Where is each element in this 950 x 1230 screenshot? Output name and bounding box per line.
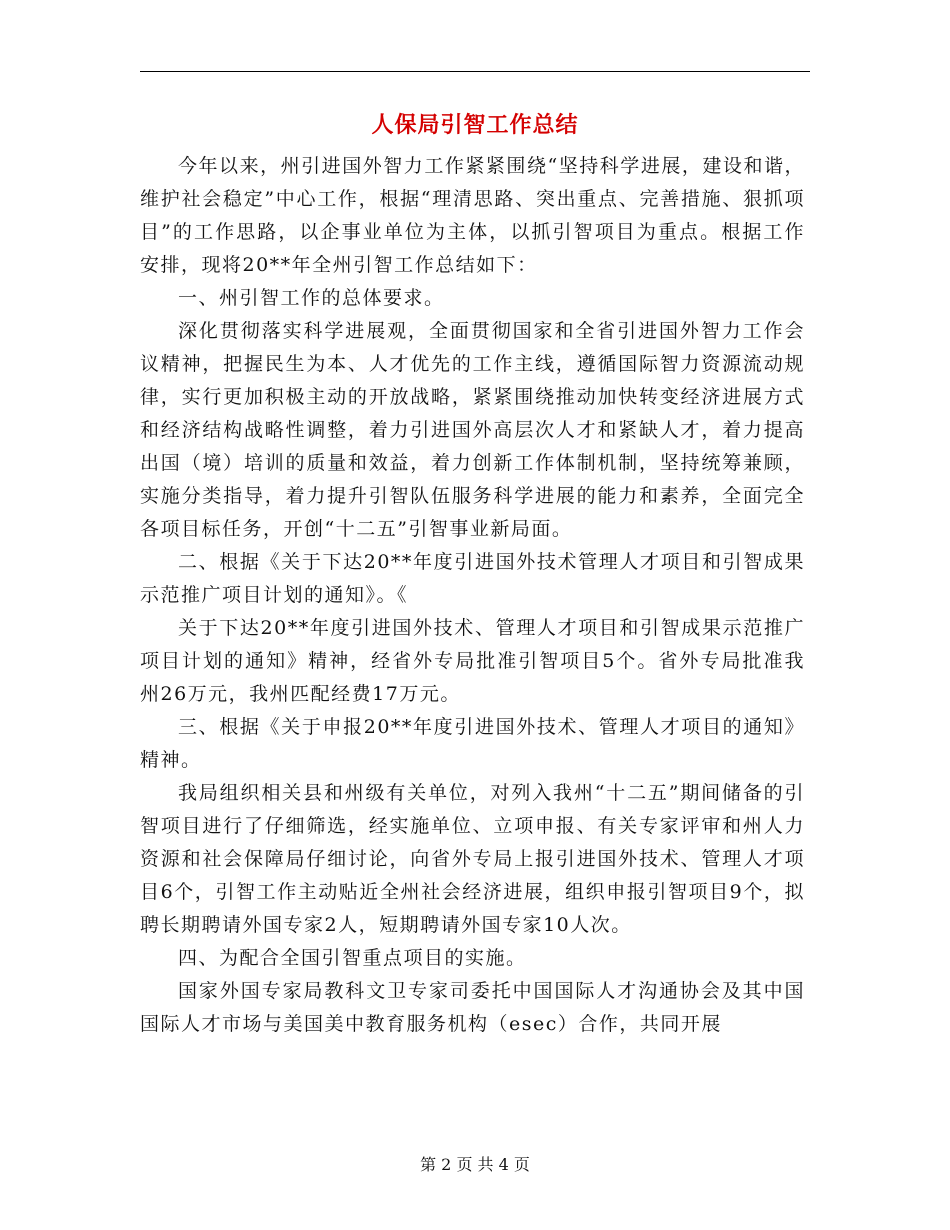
section-heading-3: 三、根据《关于申报20**年度引进国外技术、管理人才项目的通知》精神。	[140, 716, 805, 771]
section-heading-1: 一、州引智工作的总体要求。	[178, 287, 445, 309]
page-footer	[140, 1154, 810, 1176]
section-heading-2: 二、根据《关于下达20**年度引进国外技术管理人才项目和引智成果示范推广项目计划的通知》。《	[140, 551, 805, 606]
page-number: 第 2 页 共 4 页	[420, 1155, 530, 1174]
header-rule	[140, 71, 810, 72]
document-body	[140, 150, 805, 1041]
paragraph-3: 我局组织相关县和州级有关单位，对列入我州“十二五”期间储备的引智项目进行了仔细筛选，经实施单位、立项申报、有关专家评审和州人力资源和社会保障局仔细讨论，向省外专局上报引进国外技术、管理人才项目6个，引智工作主动贴近全州社会经济进展，组织申报引智项目9个，拟聘长期聘请外国专家2人，短期聘请外国专家10人次。	[140, 782, 805, 936]
section-heading-4: 四、为配合全国引智重点项目的实施。	[178, 947, 527, 969]
paragraph-intro: 今年以来，州引进国外智力工作紧紧围绕“坚持科学进展，建设和谐，维护社会稳定”中心工作，根据“理清思路、突出重点、完善措施、狠抓项目”的工作思路，以企事业单位为主体，以抓引智项目为重点。根据工作安排，现将20**年全州引智工作总结如下：	[140, 155, 805, 276]
paragraph-1: 深化贯彻落实科学进展观，全面贯彻国家和全省引进国外智力工作会议精神，把握民生为本、人才优先的工作主线，遵循国际智力资源流动规律，实行更加积极主动的开放战略，紧紧围绕推动加快转变经济进展方式和经济结构战略性调整，着力引进国外高层次人才和紧缺人才，着力提高出国（境）培训的质量和效益，着力创新工作体制机制，坚持统筹兼顾，实施分类指导，着力提升引智队伍服务科学进展的能力和素养，全面完全各项目标任务，开创“十二五”引智事业新局面。	[140, 320, 805, 540]
paragraph-4: 国家外国专家局教科文卫专家司委托中国国际人才沟通协会及其中国国际人才市场与美国美中教育服务机构（esec）合作，共同开展	[140, 980, 805, 1035]
paragraph-2: 关于下达20**年度引进国外技术、管理人才项目和引智成果示范推广项目计划的通知》精神，经省外专局批准引智项目5个。省外专局批准我州26万元，我州匹配经费17万元。	[140, 617, 805, 705]
document-title: 人保局引智工作总结	[371, 112, 579, 138]
